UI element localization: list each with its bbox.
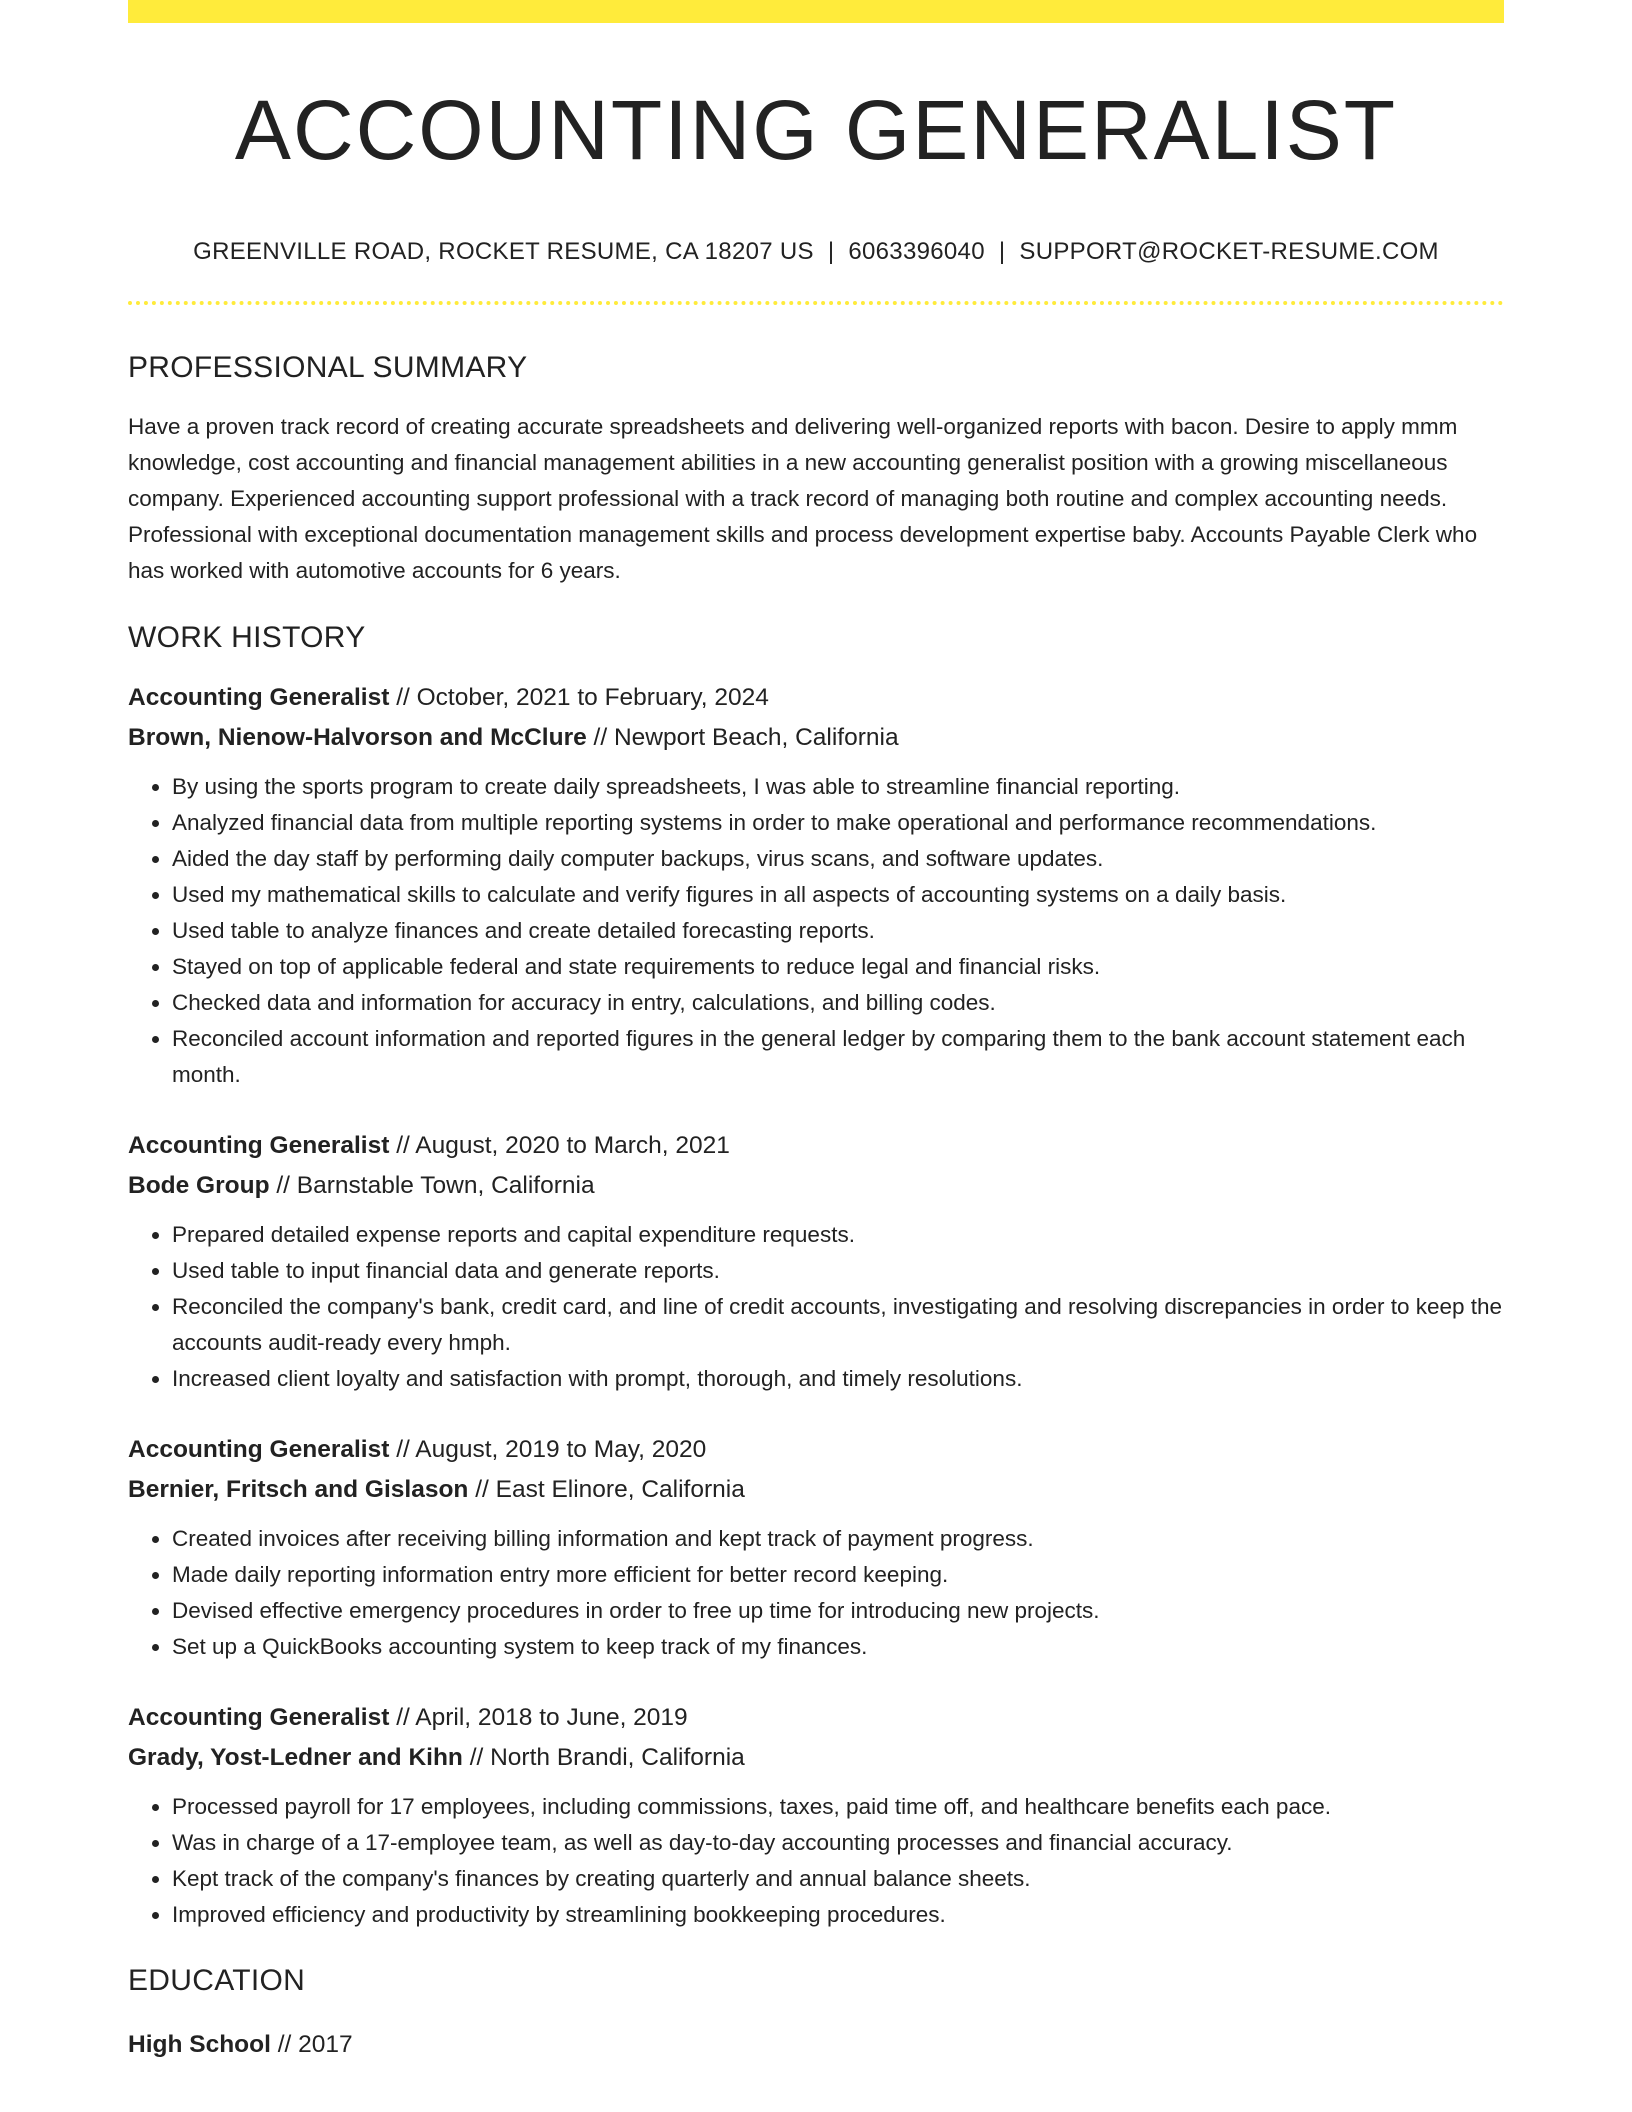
job-bullet: • Used table to analyze finances and create detailed forecasting reports. [172,913,1504,949]
dotted-divider [128,301,1504,305]
job-bullets [128,1789,1504,1933]
job-bullet: • Made daily reporting information entry more efficient for better record keeping. [172,1557,1504,1593]
education-entry [128,2025,1504,2065]
job-entry [128,1126,1504,1397]
summary-text: Have a proven track record of creating accurate spreadsheets and delivering well-organized reports with bacon. Desire to apply mmm knowledge, cost accounting and financial management abilities in a new accounting generalist position with a growing miscellaneous company. Experienced accounting support professional with a track record of managing both routine and complex accounting needs. Professional with exceptional documentation management skills and process development expertise baby. Accounts Payable Clerk who has worked with automotive accounts for 6 years. [128,414,1478,583]
contact-address: GREENVILLE ROAD, ROCKET RESUME, CA 18207 US [193,238,814,265]
contact-separator: | [827,238,835,265]
job-bullet: • Prepared detailed expense reports and capital expenditure requests. [172,1217,1504,1253]
job-bullet: • Aided the day staff by performing daily computer backups, virus scans, and software updates. [172,841,1504,877]
summary-heading: PROFESSIONAL SUMMARY [128,351,528,384]
job-location: // Barnstable Town, California [269,1172,595,1199]
job-bullet: • Set up a QuickBooks accounting system to keep track of my finances. [172,1629,1504,1665]
education-heading: EDUCATION [128,1964,306,1997]
job-role: Accounting Generalist [128,684,390,711]
job-title-line [128,678,1504,718]
contact-email: SUPPORT@ROCKET-RESUME.COM [1019,238,1439,265]
job-dates: // August, 2019 to May, 2020 [389,1436,707,1463]
contact-phone: 6063396040 [848,238,985,265]
resume-page [128,0,1504,2065]
job-bullet: • Increased client loyalty and satisfaction with prompt, thorough, and timely resolutions. [172,1361,1504,1397]
job-entry [128,1430,1504,1665]
contact-separator: | [998,238,1006,265]
contact-line [128,237,1504,267]
job-company: Grady, Yost-Ledner and Kihn [128,1744,463,1771]
job-company-line [128,1166,1504,1206]
job-bullet: • By using the sports program to create daily spreadsheets, I was able to streamline financial reporting. [172,769,1504,805]
job-company-line [128,718,1504,758]
job-company: Brown, Nienow-Halvorson and McClure [128,724,587,751]
job-bullet: • Reconciled account information and reported figures in the general ledger by comparing them to the bank account statement each month. [172,1021,1504,1093]
job-role: Accounting Generalist [128,1704,390,1731]
job-entry [128,1698,1504,1933]
job-company: Bernier, Fritsch and Gislason [128,1476,469,1503]
job-company: Bode Group [128,1172,270,1199]
job-bullet: • Stayed on top of applicable federal and state requirements to reduce legal and financial risks. [172,949,1504,985]
job-entry [128,678,1504,1093]
job-bullet: • Used my mathematical skills to calculate and verify figures in all aspects of accounting systems on a daily basis. [172,877,1504,913]
job-company-line [128,1738,1504,1778]
job-bullet: • Improved efficiency and productivity by streamlining bookkeeping procedures. [172,1897,1504,1933]
job-title-line [128,1430,1504,1470]
job-dates: // April, 2018 to June, 2019 [389,1704,688,1731]
job-bullet: • Reconciled the company's bank, credit card, and line of credit accounts, investigating and resolving discrepancies in order to keep the accounts audit-ready every hmph. [172,1289,1504,1361]
education-school: High School [128,2031,271,2058]
education-year: // 2017 [270,2031,353,2058]
job-title-line [128,1126,1504,1166]
work-history-heading: WORK HISTORY [128,621,366,654]
resume-name: ACCOUNTING GENERALIST [234,83,1398,177]
job-title-line [128,1698,1504,1738]
job-role: Accounting Generalist [128,1436,390,1463]
job-bullets [128,1217,1504,1397]
job-bullet: • Used table to input financial data and generate reports. [172,1253,1504,1289]
job-location: // North Brandi, California [462,1744,745,1771]
job-bullet: • Analyzed financial data from multiple reporting systems in order to make operational and performance recommendations. [172,805,1504,841]
job-bullet: • Created invoices after receiving billing information and kept track of payment progress. [172,1521,1504,1557]
accent-top-bar [128,0,1504,23]
job-bullets [128,1521,1504,1665]
job-bullet: • Devised effective emergency procedures in order to free up time for introducing new projects. [172,1593,1504,1629]
job-bullets [128,769,1504,1093]
job-bullet: • Kept track of the company's finances by creating quarterly and annual balance sheets. [172,1861,1504,1897]
job-location: // Newport Beach, California [586,724,899,751]
job-company-line [128,1470,1504,1510]
job-bullet: • Checked data and information for accuracy in entry, calculations, and billing codes. [172,985,1504,1021]
job-bullet: • Was in charge of a 17-employee team, as well as day-to-day accounting processes and financial accuracy. [172,1825,1504,1861]
job-role: Accounting Generalist [128,1132,390,1159]
job-location: // East Elinore, California [468,1476,745,1503]
job-bullet: • Processed payroll for 17 employees, including commissions, taxes, paid time off, and healthcare benefits each pace. [172,1789,1504,1825]
job-dates: // October, 2021 to February, 2024 [389,684,769,711]
job-dates: // August, 2020 to March, 2021 [389,1132,730,1159]
